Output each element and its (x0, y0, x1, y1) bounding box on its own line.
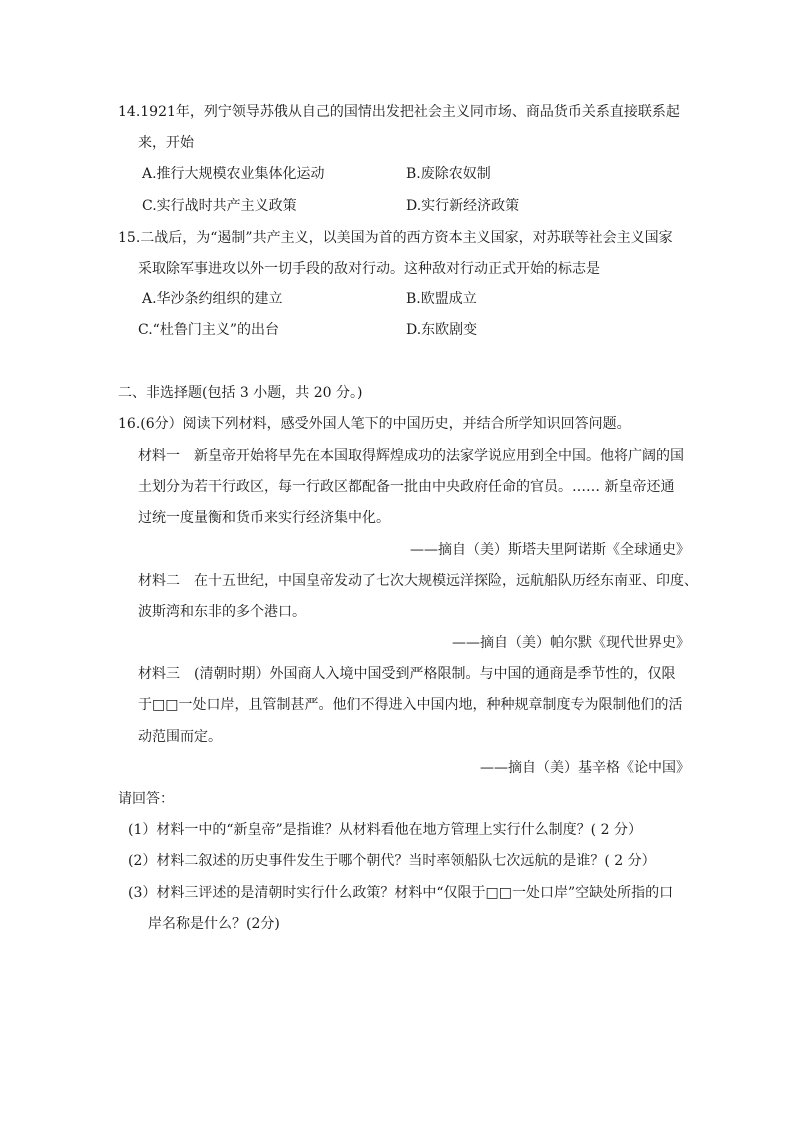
material-2-line2: 波斯湾和东非的多个港口。 (138, 604, 306, 620)
subquestion-1: (1）材料一中的“新皇帝”是指谁？从材料看他在地方管理上实行什么制度？( 2 分） (128, 822, 642, 838)
q15-option-a: A.华沙条约组织的建立 (142, 291, 283, 307)
material-1-line2: 土划分为若干行政区，每一行政区都配备一批由中央政府任命的官员。…… 新皇帝还通 (138, 479, 675, 495)
q14-stem-line2: 来，开始 (138, 135, 194, 151)
q14-option-d: D.实行新经济政策 (406, 198, 520, 214)
q15-stem-line1: 15.二战后，为“遏制”共产主义，以美国为首的西方资本主义国家，对苏联等社会主义国家 (118, 230, 673, 246)
material-3-line3: 动范围而定。 (138, 729, 222, 745)
q14-option-a: A.推行大规模农业集体化运动 (142, 166, 325, 182)
material-2-source: ——摘自（美）帕尔默《现代世界史》 (452, 635, 690, 651)
answer-prompt: 请回答： (118, 791, 174, 807)
subquestion-3-line1: (3）材料三评述的是清朝时实行什么政策？材料中“仅限于□□一处口岸”空缺处所指的口 (128, 885, 674, 901)
section-2-title: 二、非选择题(包括 3 小题，共 20 分。) (118, 385, 363, 401)
q15-option-c: C.“杜鲁门主义”的出台 (138, 322, 279, 338)
material-2-line1: 材料二 在十五世纪，中国皇帝发动了七次大规模远洋探险，远航船队历经东南亚、印度、 (138, 573, 698, 589)
q15-stem-line2: 采取除军事进攻以外一切手段的敌对行动。这种敌对行动正式开始的标志是 (138, 261, 600, 277)
material-3-source: ——摘自（美）基辛格《论中国》 (480, 760, 690, 776)
q14-option-b: B.废除农奴制 (406, 166, 491, 182)
material-1-line1: 材料一 新皇帝开始将早先在本国取得辉煌成功的法家学说应用到全中国。他将广阔的国 (138, 448, 684, 464)
subquestion-3-line2: 岸名称是什么？(2分) (148, 916, 280, 932)
material-3-line2: 于□□一处口岸，且管制甚严。他们不得进入中国内地，种种规章制度专为限制他们的活 (138, 697, 683, 713)
material-3-line1: 材料三 (清朝时期）外国商人入境中国受到严格限制。与中国的通商是季节性的，仅限 (138, 666, 676, 682)
q15-option-d: D.东欧剧变 (406, 322, 478, 338)
q14-option-c: C.实行战时共产主义政策 (142, 198, 297, 214)
material-1-source: ——摘自（美）斯塔夫里阿诺斯《全球通史》 (410, 542, 690, 558)
q16-stem: 16.(6分）阅读下列材料，感受外国人笔下的中国历史，并结合所学知识回答问题。 (118, 416, 631, 432)
q14-stem-line1: 14.1921年，列宁领导苏俄从自己的国情出发把社会主义同市场、商品货币关系直接联系起 (118, 104, 680, 120)
q15-option-b: B.欧盟成立 (406, 291, 477, 307)
material-1-line3: 过统一度量衡和货币来实行经济集中化。 (138, 510, 390, 526)
subquestion-2: (2）材料二叙述的历史事件发生于哪个朝代？当时率领船队七次远航的是谁？( 2 分） (128, 853, 656, 869)
